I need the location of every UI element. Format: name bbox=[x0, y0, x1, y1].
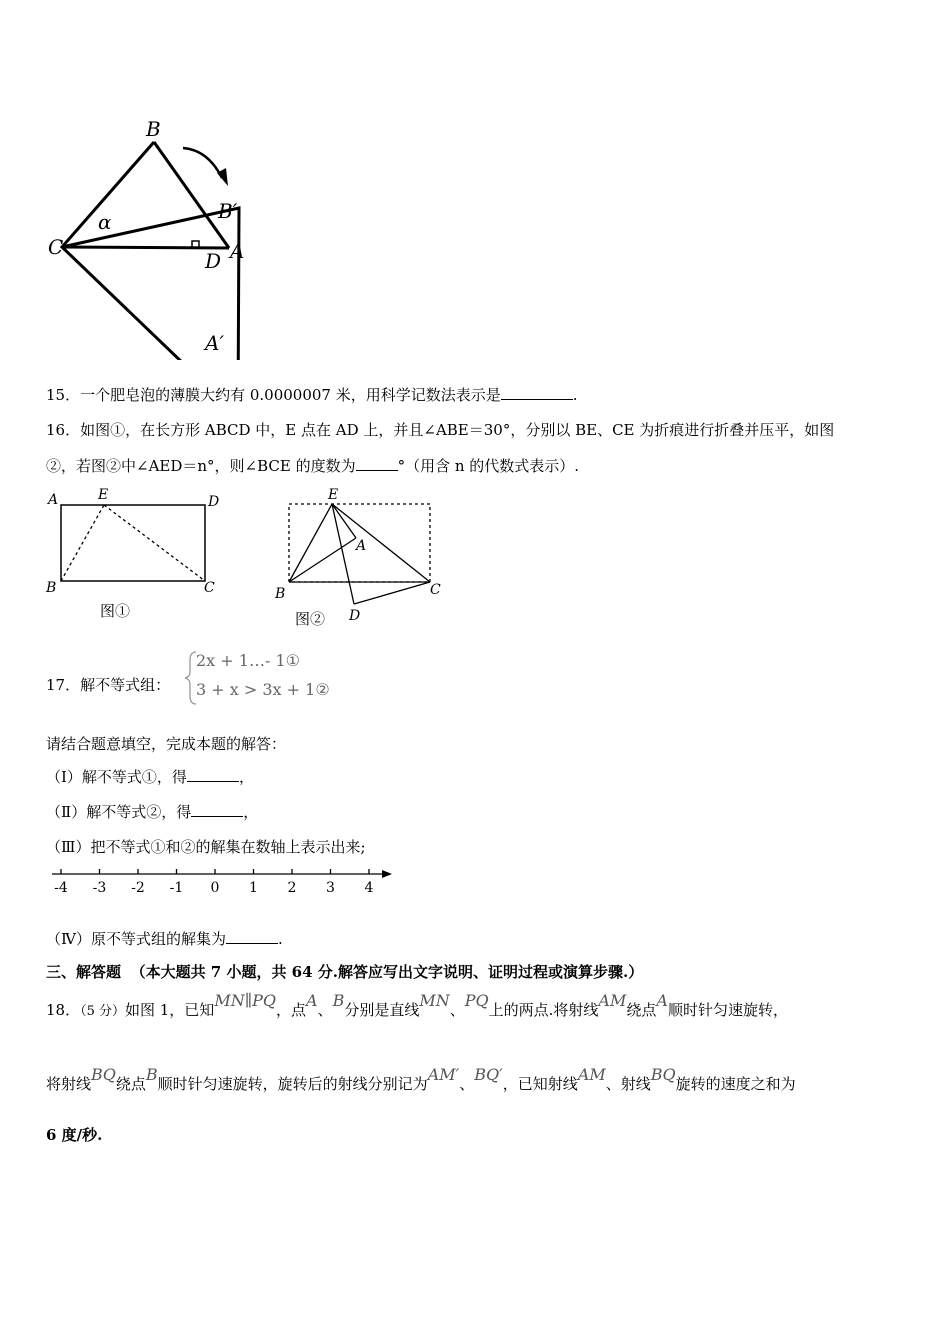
number-line-label: 1 bbox=[249, 880, 258, 896]
question-17: 17．解不等式组： bbox=[46, 676, 171, 694]
svg-text:C: C bbox=[204, 580, 215, 596]
caption-fig2: 图② bbox=[295, 610, 326, 628]
inequality-2: 3 + x > 3x + 1② bbox=[196, 680, 330, 699]
section-3-heading: 三、解答题 （本大题共 7 小题，共 64 分.解答应写出文字说明、证明过程或演算步骤.） bbox=[46, 963, 644, 981]
question-18-line2: 将射线BQ绕点B顺时针匀速旋转，旋转后的射线分别记为AM′、BQ′，已知射线AM、射线BQ旋转的速度之和为 bbox=[46, 1065, 796, 1093]
label-A-prime: A′ bbox=[205, 331, 224, 355]
number-line-label: 4 bbox=[364, 880, 374, 896]
question-16-line1: 16．如图①，在长方形 ABCD 中，E 点在 AD 上，并且∠ABE＝30°，分别以 BE、CE 为折痕进行折叠并压平，如图 bbox=[46, 421, 835, 439]
number-line-label: -4 bbox=[54, 880, 68, 896]
label-alpha: α bbox=[98, 210, 112, 234]
question-18-line1: 18．（5 分）如图 1，已知MN∥PQ，点A、B分别是直线MN、PQ上的两点.将射线AM绕点A顺时针匀速旋转， bbox=[46, 991, 788, 1019]
svg-text:C: C bbox=[430, 582, 441, 598]
label-C: C bbox=[48, 235, 64, 259]
svg-text:B: B bbox=[275, 586, 286, 602]
q17-step-4: （Ⅳ）原不等式组的解集为 . bbox=[46, 930, 283, 948]
figure-2-folded bbox=[268, 484, 458, 632]
label-A: A bbox=[230, 239, 245, 263]
svg-text:B: B bbox=[46, 580, 57, 596]
figure-1-rectangle bbox=[40, 484, 230, 624]
number-line-label: 3 bbox=[326, 880, 335, 896]
rotation-triangle-figure bbox=[40, 110, 270, 360]
number-line bbox=[40, 862, 400, 902]
number-line-label: 2 bbox=[287, 880, 297, 896]
svg-text:E: E bbox=[98, 487, 109, 503]
rotation-arrow bbox=[183, 148, 222, 178]
svg-text:E: E bbox=[328, 487, 339, 503]
question-16-line2: ②，若图②中∠AED＝n°，则∠BCE 的度数为 °（用含 n 的代数式表示）. bbox=[46, 457, 580, 475]
number-line-label: -1 bbox=[169, 880, 184, 896]
label-B-prime: B′ bbox=[218, 199, 238, 223]
caption-fig1: 图① bbox=[100, 602, 131, 620]
number-line-label: -3 bbox=[92, 880, 107, 896]
q17-step-1: （Ⅰ）解不等式①，得 ， bbox=[46, 768, 254, 786]
q17-step-2: （Ⅱ）解不等式②，得 ， bbox=[46, 803, 259, 821]
label-B: B bbox=[146, 117, 161, 141]
svg-text:A: A bbox=[356, 538, 367, 554]
question-18-line3: 6 度/秒. bbox=[46, 1126, 103, 1144]
number-line-label: 0 bbox=[210, 880, 220, 896]
label-D: D bbox=[205, 249, 222, 273]
svg-text:D: D bbox=[349, 608, 361, 624]
q17-prompt: 请结合题意填空，完成本题的解答： bbox=[46, 735, 287, 753]
svg-text:A: A bbox=[48, 492, 59, 508]
q17-step-3: （Ⅲ）把不等式①和②的解集在数轴上表示出来; bbox=[46, 838, 366, 856]
svg-text:D: D bbox=[208, 494, 220, 510]
number-line-label: -2 bbox=[131, 880, 145, 896]
question-15: 15．一个肥皂泡的薄膜大约有 0.0000007 米，用科学记数法表示是 . bbox=[46, 386, 578, 404]
inequality-1: 2x + 1…- 1① bbox=[196, 651, 300, 670]
